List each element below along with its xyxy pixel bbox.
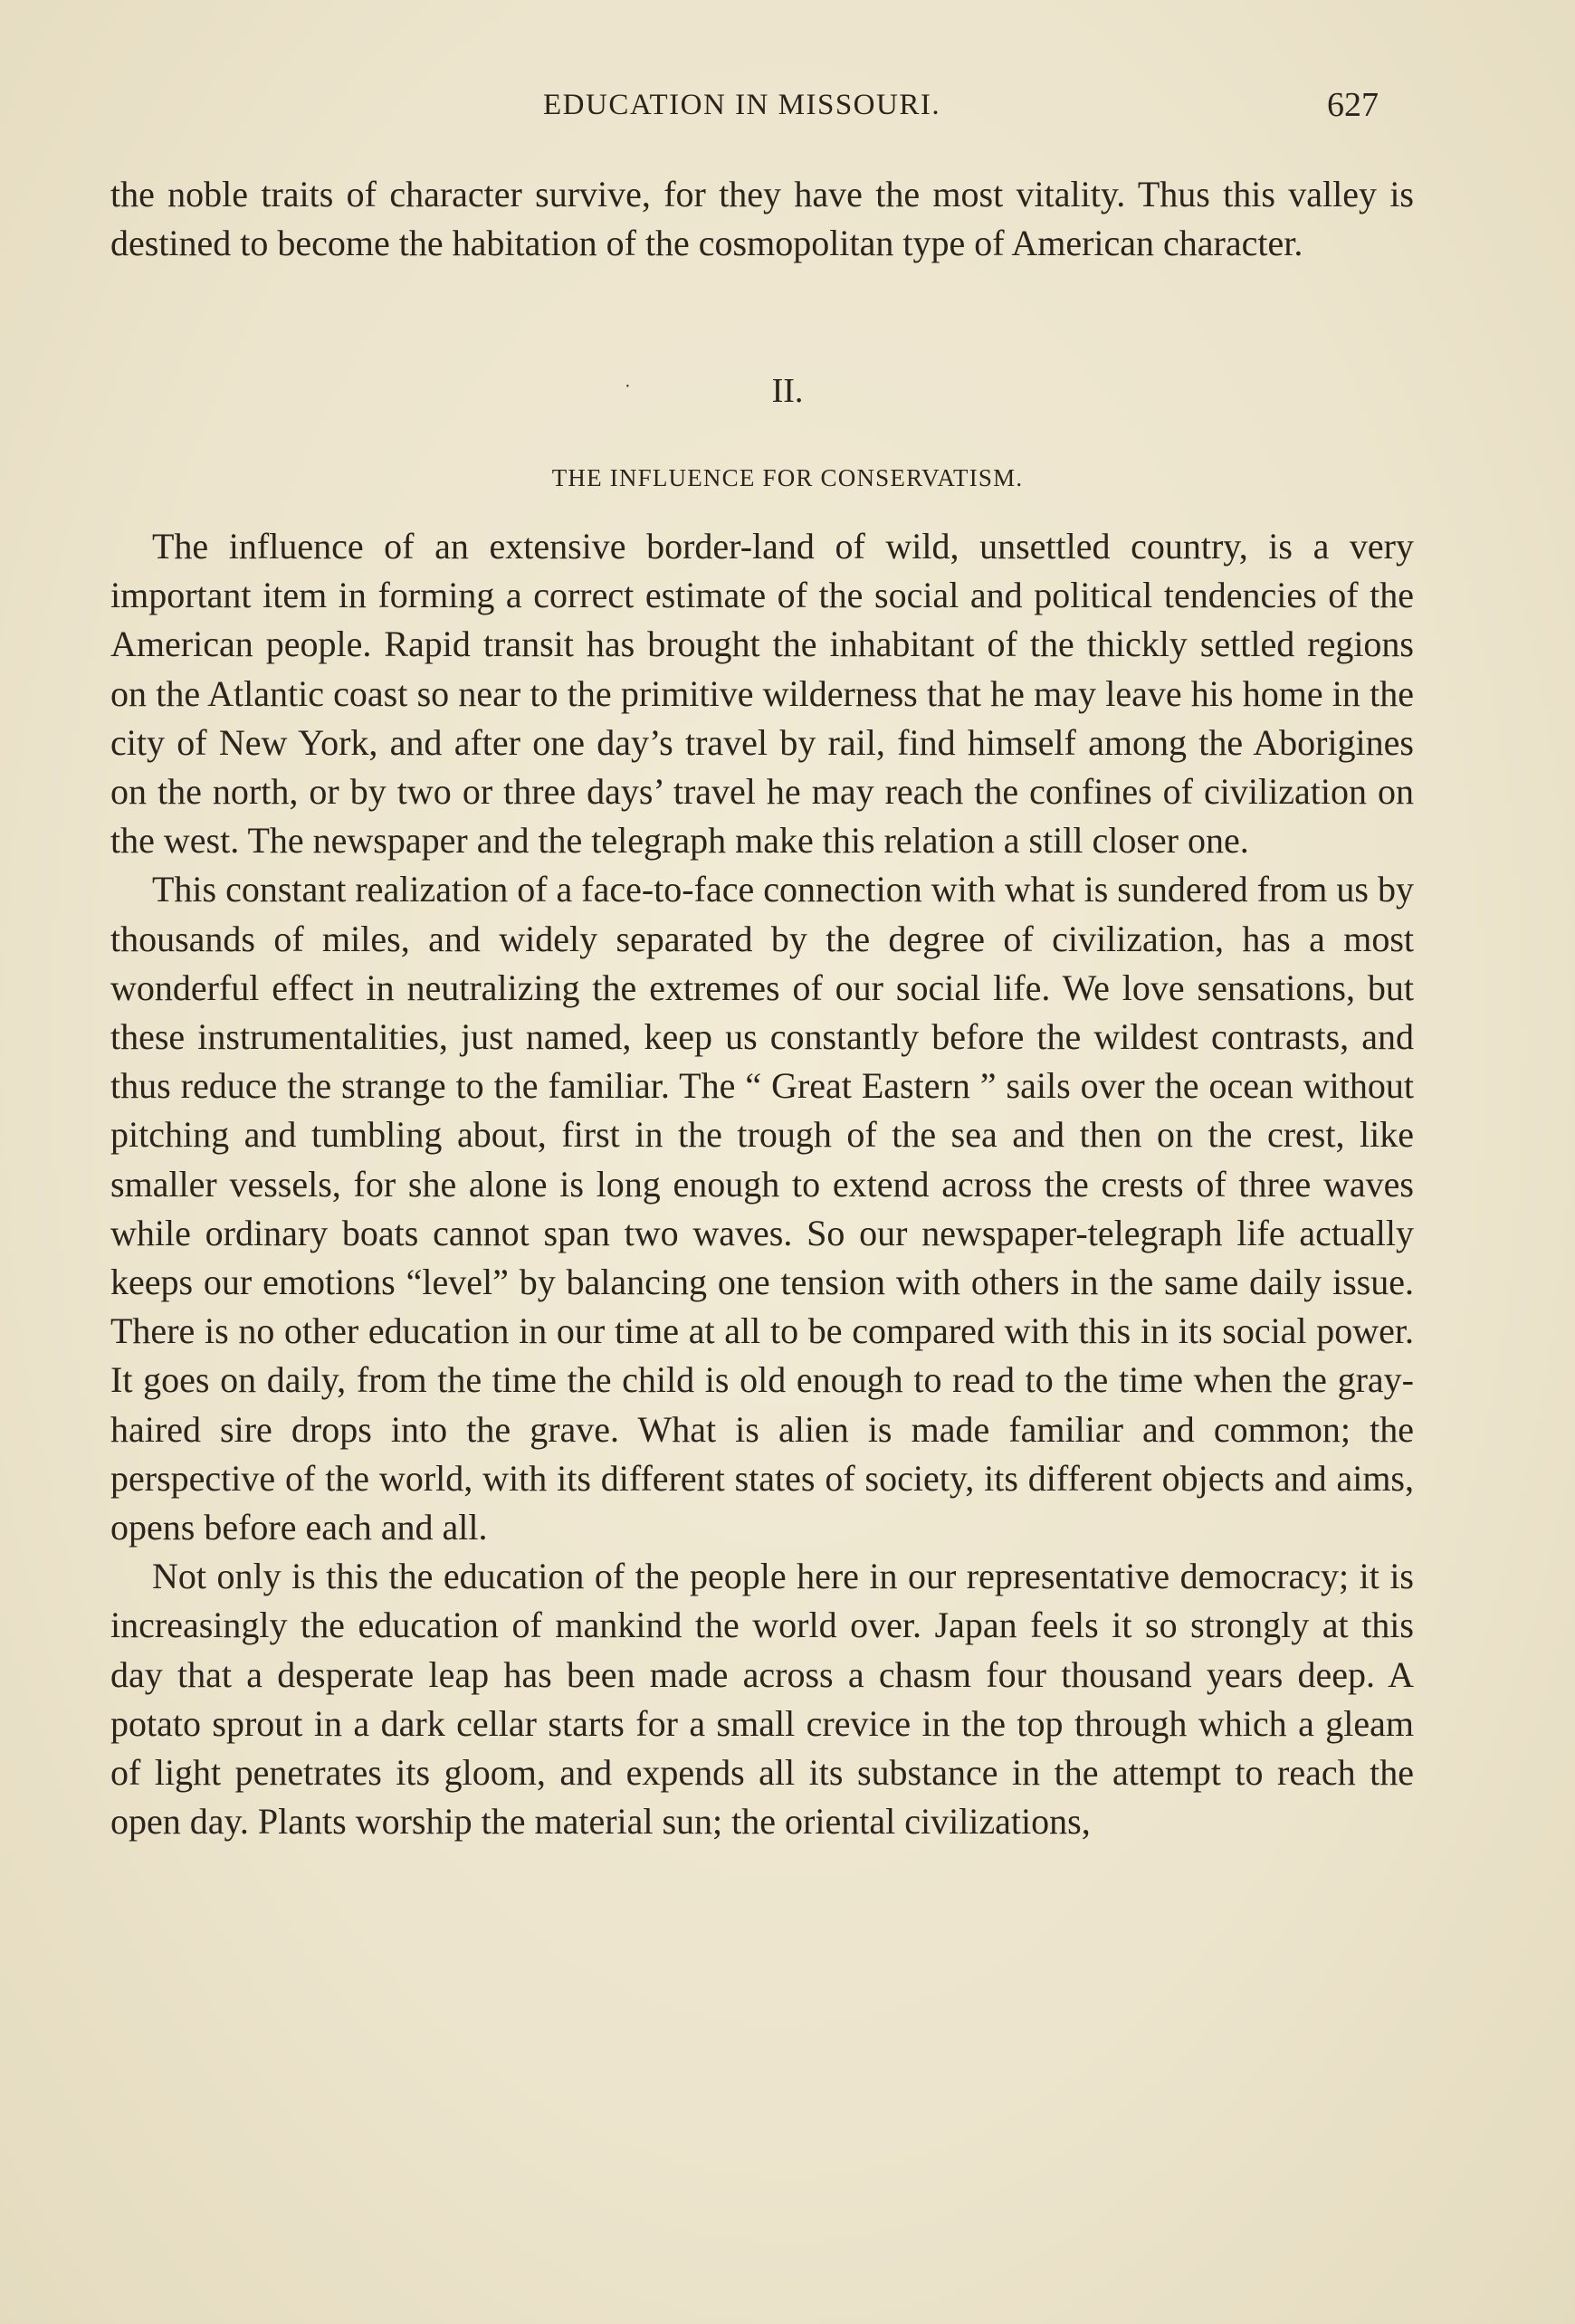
section-number-label: II. [771, 372, 804, 410]
continuation-block [110, 170, 1414, 268]
stray-dot-mark: · [625, 376, 631, 396]
paragraph-face-to-face: This constant realization of a face-to-face connection with what is sundered from us by thousands of miles, and widely separated by the degree of civilization, has a most wonderful effect in neutralizing the extremes of our social life. We love sensations, but these instrumentalities, just named, keep us constantly before the wildest contrasts, and thus reduce the strange to the familiar. The “ Great Eastern ” sails over the ocean without pitching and tumbling about, first in the trough of the sea and then on the crest, like smaller vessels, for she alone is long enough to extend across the crests of three waves while ordinary boats cannot span two waves. So our newspaper-telegraph life actually keeps our emotions “level” by balancing one tension with others in the same daily issue. There is no other education in our time at all to be compared with this in its social power. It goes on daily, from the time the child is old enough to read to the time when the gray-haired sire drops into the grave. What is alien is made familiar and common; the perspective of the world, with its different states of society, its different objects and aims, opens before each and all. [110, 869, 1414, 1548]
paragraph-education-of-mankind: Not only is this the education of the people here in our representative democracy; it is increasingly the education of mankind the world over. Japan feels it so strongly at this day that a desperate leap has been made across a chasm four thousand years deep. A potato sprout in a dark cellar starts for a small crevice in the top through which a gleam of light penetrates its gloom, and expends all its substance in the attempt to reach the open day. Plants worship the material sun; the oriental civilizations, [110, 1556, 1414, 1843]
section-number [0, 371, 1575, 411]
continuation-paragraph: the noble traits of character survive, for they have the most vitality. Thus this valley is destined to become the habitation of the cosmopolitan type of American character. [110, 174, 1414, 264]
running-head [0, 86, 1575, 134]
body-text [110, 522, 1414, 1846]
section-title: THE INFLUENCE FOR CONSERVATISM. [551, 464, 1024, 491]
running-title: EDUCATION IN MISSOURI. [543, 89, 941, 121]
paragraph-border-land: The influence of an extensive border-land of wild, unsettled country, is a very important item in forming a correct estimate of the social and political tendencies of the American people. Rapid transit has brought the inhabitant of the thickly settled regions on the Atlantic coast so near to the primitive wilderness that he may leave his home in the city of New York, and after one day’s travel by rail, find himself among the Aborigines on the north, or by two or three days’ travel he may reach the confines of civilization on the west. The newspaper and the telegraph make this relation a still closer one. [110, 526, 1414, 862]
page-number: 627 [1327, 86, 1379, 124]
